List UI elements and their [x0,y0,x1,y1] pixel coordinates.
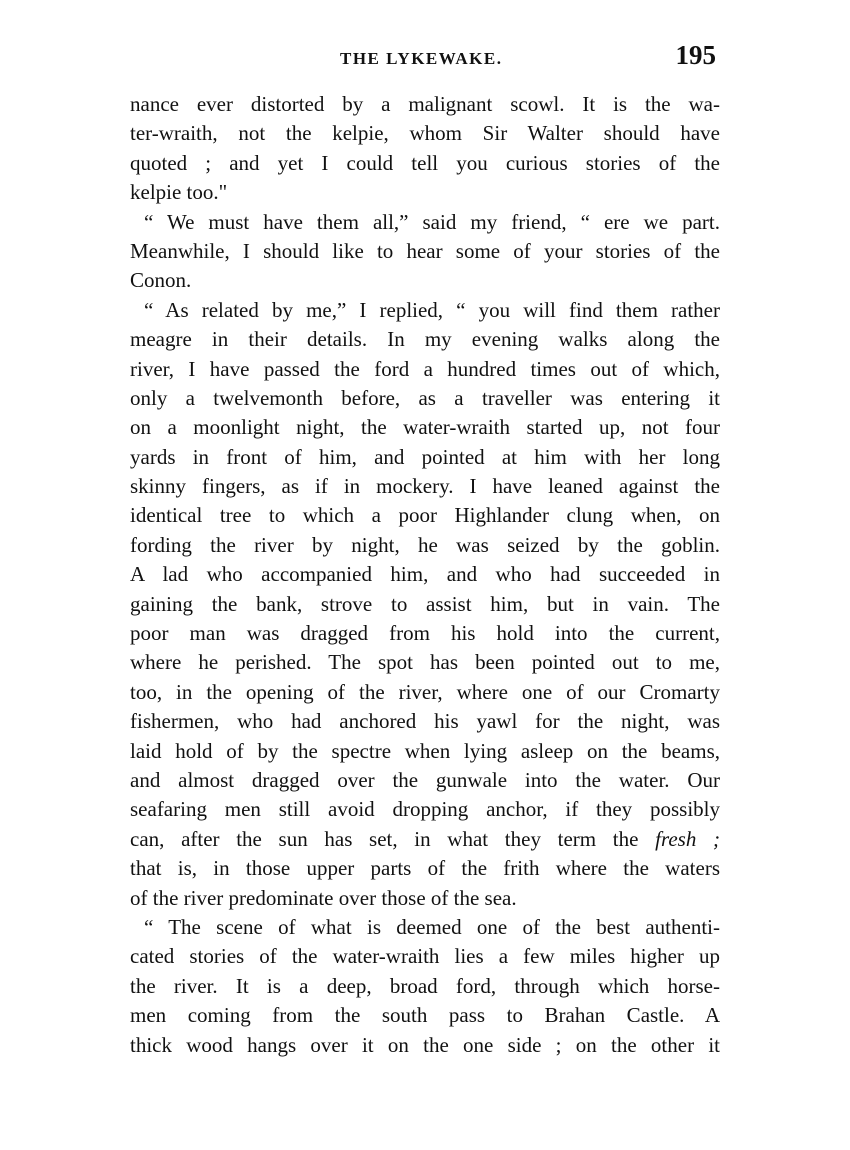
text-line-content: thick wood hangs over it on the one side ; on the other it [130,1032,720,1057]
text-line-content: Meanwhile, I should like to hear some of your stories of the [130,238,720,263]
text-line [130,648,720,677]
text-line-content: kelpie too." [130,180,228,205]
text-line [130,266,720,295]
text-line-content: ter-wraith, not the kelpie, whom Sir Walter should have [130,121,720,146]
text-line-content: nance ever distorted by a malignant scowl. It is the wa- [130,92,720,116]
text-line-content: poor man was dragged from his hold into the current, [130,621,720,646]
text-line-content: that is, in those upper parts of the frith where the waters [130,856,720,881]
text-line-content: only a twelvemonth before, as a traveller was entering it [130,385,720,410]
running-head [130,40,720,80]
text-line-content: fording the river by night, he was seized by the goblin. [130,532,720,557]
text-line [130,707,720,736]
text-line-content: can, after the sun has set, in what they term the [130,826,639,851]
text-line-content: yards in front of him, and pointed at him with her long [130,444,720,469]
text-line-content: too, in the opening of the river, where one of our Cromarty [130,679,720,704]
text-line-content: Conon. [130,268,192,293]
text-line [130,913,720,942]
text-line-content: laid hold of by the spectre when lying asleep on the beams, [130,738,720,763]
text-line [130,531,720,560]
text-line [130,678,720,707]
text-line-content: on a moonlight night, the water-wraith started up, not four [130,415,720,440]
text-line [130,1001,720,1030]
text-line [130,825,720,854]
text-line [130,443,720,472]
text-line-content: river, I have passed the ford a hundred times out of which, [130,356,720,381]
text-line [130,854,720,883]
text-line [130,296,720,325]
text-line [130,208,720,237]
italic-term: fresh ; [655,826,721,851]
running-title: THE LYKEWAKE. [340,49,503,68]
body-text [130,90,720,1060]
text-line [130,413,720,442]
text-line [130,90,720,119]
text-line-content: meagre in their details. In my evening walks along the [130,327,720,352]
page-number: 195 [675,40,716,70]
text-line [130,619,720,648]
text-line [130,972,720,1001]
text-line [130,325,720,354]
text-line [130,737,720,766]
text-line [130,942,720,971]
text-line-content: “ The scene of what is deemed one of the best authenti- [144,914,720,939]
text-line [130,472,720,501]
text-line [130,237,720,266]
text-line-content: and almost dragged over the gunwale into the water. Our [130,767,720,792]
text-line-content: “ We must have them all,” said my friend, “ ere we part. [144,209,720,234]
text-line [130,355,720,384]
text-line [130,884,720,913]
text-line [130,178,720,207]
text-line-content: seafaring men still avoid dropping anchor, if they possibly [130,797,720,822]
text-line-content: men coming from the south pass to Brahan Castle. A [130,1003,720,1028]
text-line [130,501,720,530]
text-line-content: skinny fingers, as if in mockery. I have leaned against the [130,474,720,499]
text-line [130,384,720,413]
text-line [130,590,720,619]
text-line [130,766,720,795]
text-line-content: gaining the bank, strove to assist him, but in vain. The [130,591,720,616]
text-line-content: the river. It is a deep, broad ford, through which horse- [130,973,720,998]
text-line-content: “ As related by me,” I replied, “ you will find them rather [144,297,720,322]
text-line-content: A lad who accompanied him, and who had succeeded in [130,562,720,587]
text-line-content: quoted ; and yet I could tell you curious stories of the [130,150,720,175]
text-line [130,149,720,178]
text-line [130,560,720,589]
text-line-content: fishermen, who had anchored his yawl for the night, was [130,709,720,734]
text-line [130,1031,720,1060]
text-line-content: identical tree to which a poor Highlander clung when, on [130,503,720,528]
text-line-content: cated stories of the water-wraith lies a few miles higher up [130,944,720,969]
text-line-content: of the river predominate over those of the sea. [130,885,517,910]
text-line [130,119,720,148]
text-line [130,795,720,824]
text-line-content: where he perished. The spot has been pointed out to me, [130,650,720,675]
